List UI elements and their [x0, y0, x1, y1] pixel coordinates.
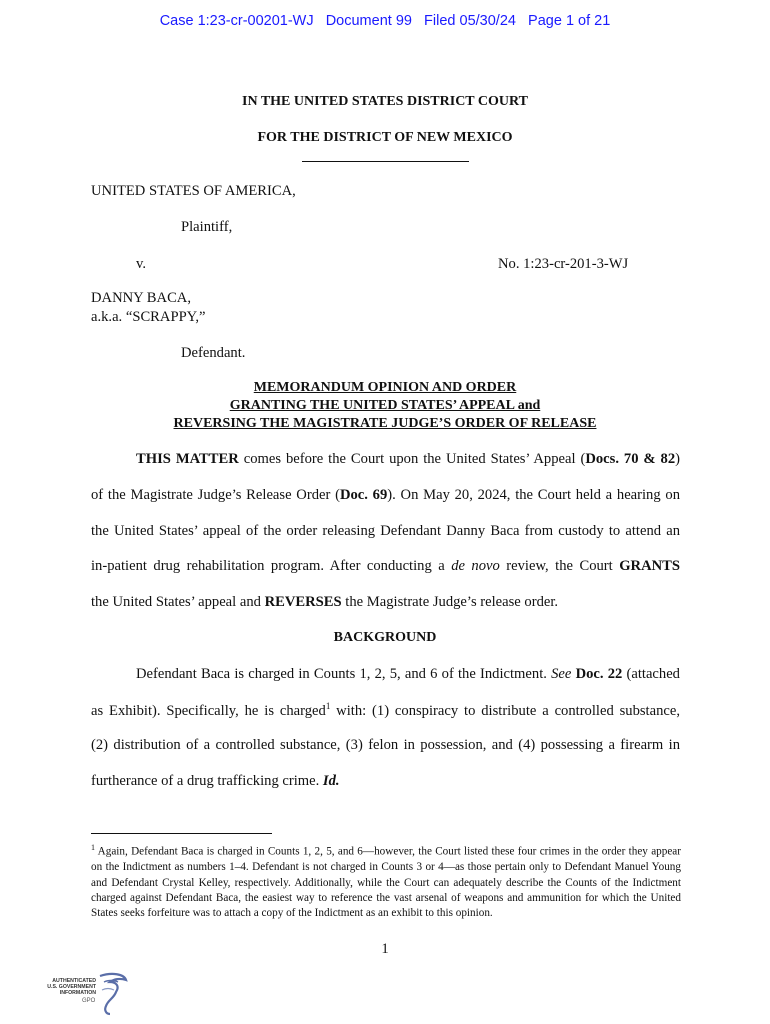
- para1-line-1: [136, 451, 680, 468]
- gpo-mark: GPO: [82, 998, 96, 1004]
- text-span: as Exhibit). Specifically, he is charged: [91, 702, 326, 719]
- text-span: AUTHENTICATED: [52, 978, 96, 984]
- caption-rule: [302, 161, 469, 162]
- text-span: INFORMATION: [59, 990, 96, 997]
- gpo-seal-text: [44, 978, 96, 997]
- text-span: U.S. GOVERNMENT: [47, 984, 96, 991]
- this-matter: THIS MATTER: [136, 451, 239, 467]
- footnote-marker: 1: [91, 843, 95, 852]
- para1-line-4: [91, 558, 680, 575]
- doc22-ref: Doc. 22: [575, 666, 623, 682]
- plaintiff-role: Plaintiff,: [181, 219, 233, 235]
- text-span: comes before the Court upon the United States’ Appeal (: [238, 451, 586, 467]
- footnote-rule: [91, 833, 272, 834]
- para1-line-3: the United States’ appeal of the order releasing Defendant Danny Baca from custody to attend an: [91, 523, 680, 539]
- document-number: Document 99: [325, 13, 412, 29]
- para1-line-2: [91, 487, 680, 504]
- footnote: [91, 840, 681, 922]
- footnote-text: Again, Defendant Baca is charged in Counts 1, 2, 5, and 6—however, the Court listed these four crimes in the order they appear on the Indictment as numbers 1–4. Defendant is not charged in Counts 3 or 4—as those pertain only to Defendant Manuel Young and Defendant Crystal Kelley, respectively. Additionally, while the Court can adequately describe the Counts of the Indictment charged against Defendant Baca, the easiest way to reference the vast arsenal of weapons and ammunition for which the United States seeks forfeiture was to attach a copy of the Indictment as an exhibit to this opinion.: [91, 845, 681, 920]
- text-span: of the Magistrate Judge’s Release Order (: [91, 487, 340, 503]
- case-number: Case 1:23-cr-00201-WJ: [159, 13, 314, 29]
- page-indicator: Page 1 of 21: [528, 13, 611, 29]
- background-heading: BACKGROUND: [333, 630, 437, 645]
- gpo-authentication-seal: [44, 968, 134, 1018]
- docs-ref: Docs. 70 & 82: [585, 451, 676, 467]
- de-novo: de novo: [451, 558, 500, 574]
- doc-ref: Doc. 69: [339, 487, 388, 503]
- bg-line-2: [91, 701, 680, 720]
- text-span: the Magistrate Judge’s release order.: [341, 594, 559, 610]
- case-no: No. 1:23-cr-201-3-WJ: [498, 256, 629, 272]
- bg-line-4: [91, 773, 680, 790]
- text-span: furtherance of a drug trafficking crime.: [91, 773, 323, 789]
- reverses: REVERSES: [264, 594, 342, 610]
- grants: GRANTS: [619, 558, 681, 574]
- text-span: Defendant Baca is charged in Counts 1, 2, 5, and 6 of the Indictment.: [136, 666, 552, 682]
- para1-line-5: [91, 594, 680, 611]
- text-span: ). On May 20, 2024, the Court held a hearing on: [387, 487, 680, 503]
- defendant-aka: a.k.a. “SCRAPPY,”: [91, 309, 206, 325]
- title-line-3: REVERSING THE MAGISTRATE JUDGE’S ORDER OF RELEASE: [173, 416, 597, 431]
- text-span: (attached: [622, 666, 680, 682]
- court-district: FOR THE DISTRICT OF NEW MEXICO: [257, 130, 513, 145]
- defendant-role: Defendant.: [181, 345, 246, 361]
- eagle-icon: [94, 970, 130, 1016]
- text-span: with: (1) conspiracy to distribute a controlled substance,: [330, 702, 680, 719]
- defendant-name: DANNY BACA,: [91, 290, 191, 306]
- filing-header: [0, 13, 770, 29]
- plaintiff-name: UNITED STATES OF AMERICA,: [91, 183, 296, 199]
- bg-line-3: (2) distribution of a controlled substance, (3) felon in possession, and (4) possessing a firearm in: [91, 737, 680, 753]
- id-signal: Id.: [322, 773, 340, 789]
- see-signal: See: [551, 666, 572, 682]
- court-name: IN THE UNITED STATES DISTRICT COURT: [242, 94, 528, 109]
- document-title: [0, 379, 770, 433]
- title-line-2: GRANTING THE UNITED STATES’ APPEAL and: [229, 398, 541, 413]
- text-span: ): [675, 451, 680, 467]
- filed-date: Filed 05/30/24: [424, 13, 516, 29]
- page-number: 1: [381, 941, 389, 957]
- versus: v.: [136, 256, 146, 272]
- title-line-1: MEMORANDUM OPINION AND ORDER: [253, 380, 517, 395]
- bg-line-1: [136, 666, 680, 683]
- footnote-ref[interactable]: 1: [325, 701, 331, 711]
- text-span: review, the Court: [499, 558, 620, 574]
- text-span: the United States’ appeal and: [91, 594, 265, 610]
- text-span: in-patient drug rehabilitation program. After conducting a: [91, 558, 452, 574]
